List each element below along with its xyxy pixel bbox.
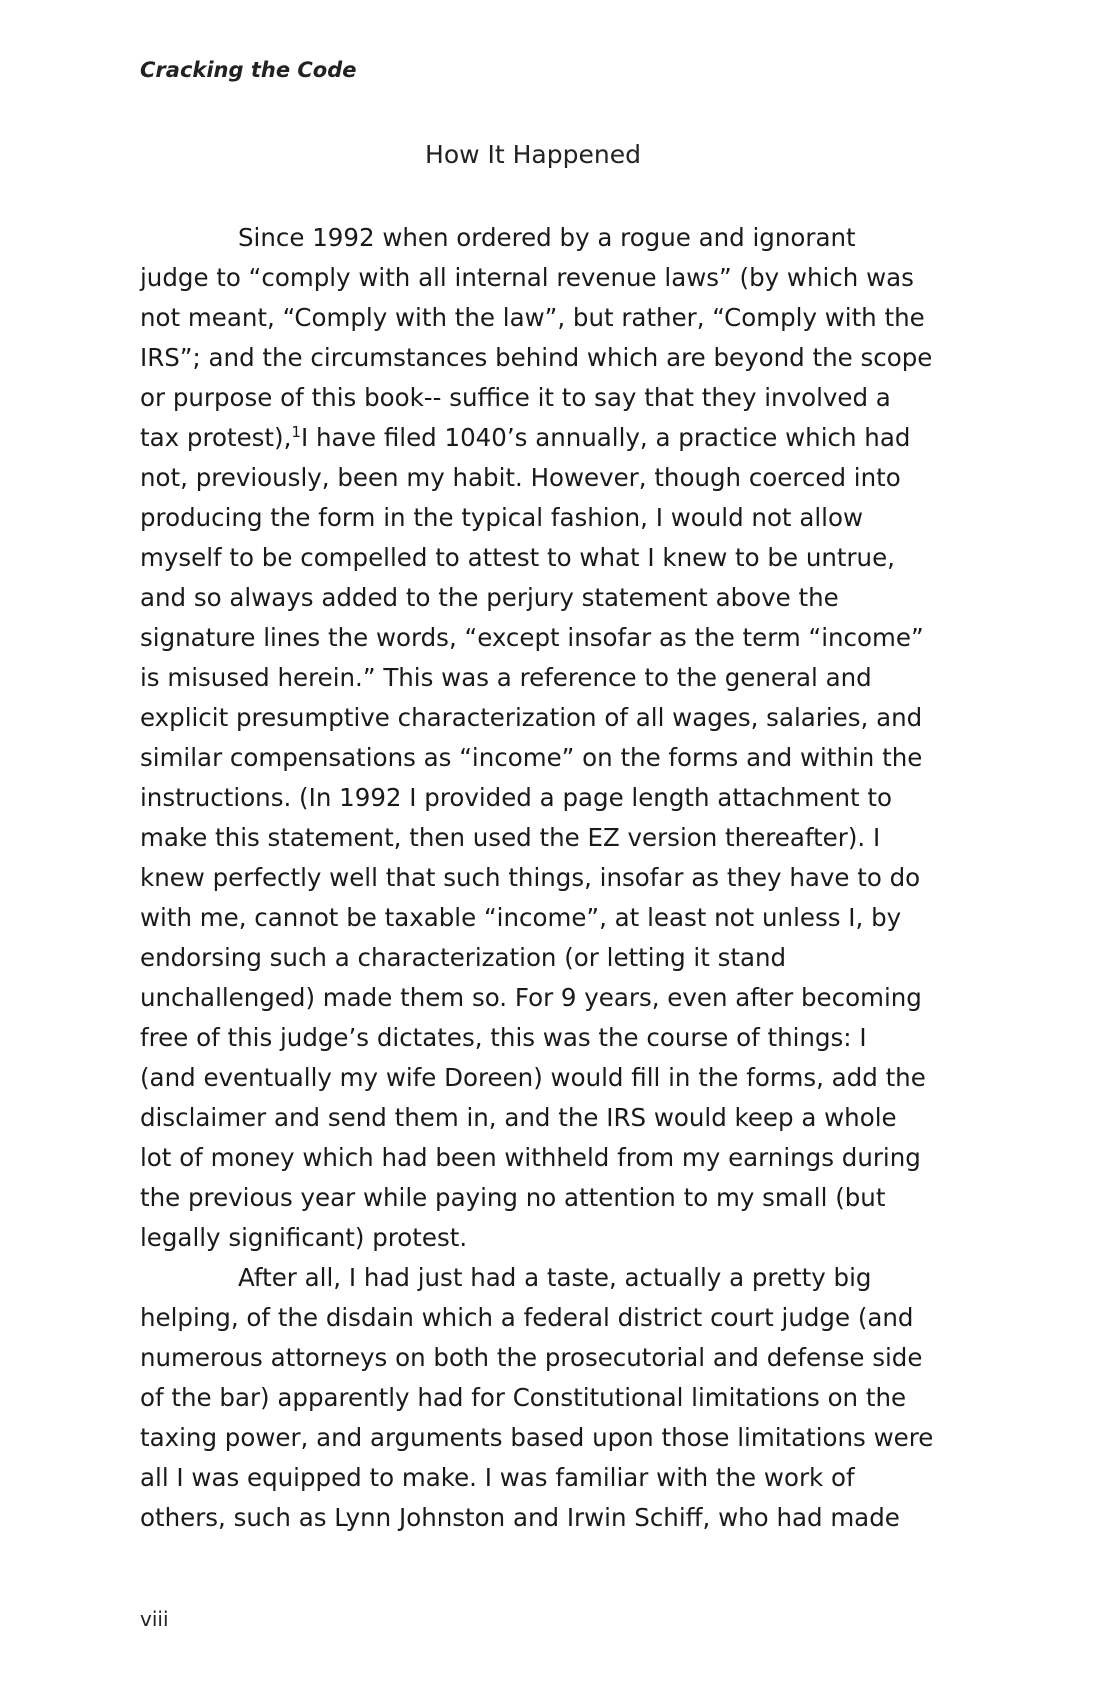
text-segment: I have filed 1040’s annually, a practice which had — [300, 423, 911, 452]
text-line: or purpose of this book-- suffice it to say that they involved a — [140, 383, 891, 412]
text-line: disclaimer and send them in, and the IRS would keep a whole — [140, 1103, 897, 1132]
text-line: helping, of the disdain which a federal district court judge (and — [140, 1303, 914, 1332]
text-line: others, such as Lynn Johnston and Irwin Schiff, who had made — [140, 1503, 900, 1532]
text-segment: tax protest), — [140, 423, 292, 452]
text-line: not meant, “Comply with the law”, but rather, “Comply with the — [140, 303, 925, 332]
text-line: the previous year while paying no attention to my small (but — [140, 1183, 886, 1212]
text-line: unchallenged) made them so. For 9 years, even after becoming — [140, 983, 922, 1012]
text-line: taxing power, and arguments based upon those limitations were — [140, 1423, 934, 1452]
text-line: free of this judge’s dictates, this was the course of things: I — [140, 1023, 867, 1052]
text-line: all I was equipped to make. I was familiar with the work of — [140, 1463, 855, 1492]
page-number: viii — [140, 1607, 169, 1631]
text-line: endorsing such a characterization (or letting it stand — [140, 943, 787, 972]
text-line: not, previously, been my habit. However, though coerced into — [140, 463, 901, 492]
text-line: explicit presumptive characterization of all wages, salaries, and — [140, 703, 923, 732]
text-line: IRS”; and the circumstances behind which are beyond the scope — [140, 343, 933, 372]
text-line: lot of money which had been withheld from my earnings during — [140, 1143, 921, 1172]
body-text — [140, 218, 940, 1538]
text-line: make this statement, then used the EZ version thereafter). I — [140, 823, 881, 852]
text-line: and so always added to the perjury statement above the — [140, 583, 839, 612]
text-line: legally significant) protest. — [140, 1223, 468, 1252]
text-line: signature lines the words, “except insofar as the term “income” — [140, 623, 924, 652]
text-line: numerous attorneys on both the prosecutorial and defense side — [140, 1343, 923, 1372]
footnote-reference[interactable]: 1 — [291, 423, 301, 441]
text-line: with me, cannot be taxable “income”, at least not unless I, by — [140, 903, 902, 932]
text-line: producing the form in the typical fashion, I would not allow — [140, 503, 863, 532]
text-line: (and eventually my wife Doreen) would fill in the forms, add the — [140, 1063, 926, 1092]
text-line: instructions. (In 1992 I provided a page length attachment to — [140, 783, 892, 812]
text-line: is misused herein.” This was a reference to the general and — [140, 663, 872, 692]
text-line: judge to “comply with all internal revenue laws” (by which was — [140, 263, 914, 292]
text-line: Since 1992 when ordered by a rogue and ignorant — [238, 223, 856, 252]
running-header: Cracking the Code — [140, 58, 357, 82]
text-line: of the bar) apparently had for Constitutional limitations on the — [140, 1383, 907, 1412]
text-line — [140, 418, 940, 458]
text-line: similar compensations as “income” on the forms and within the — [140, 743, 923, 772]
text-line: After all, I had just had a taste, actually a pretty big — [238, 1263, 872, 1292]
text-line: myself to be compelled to attest to what I knew to be untrue, — [140, 543, 895, 572]
text-line: knew perfectly well that such things, insofar as they have to do — [140, 863, 921, 892]
chapter-title: How It Happened — [425, 140, 641, 169]
